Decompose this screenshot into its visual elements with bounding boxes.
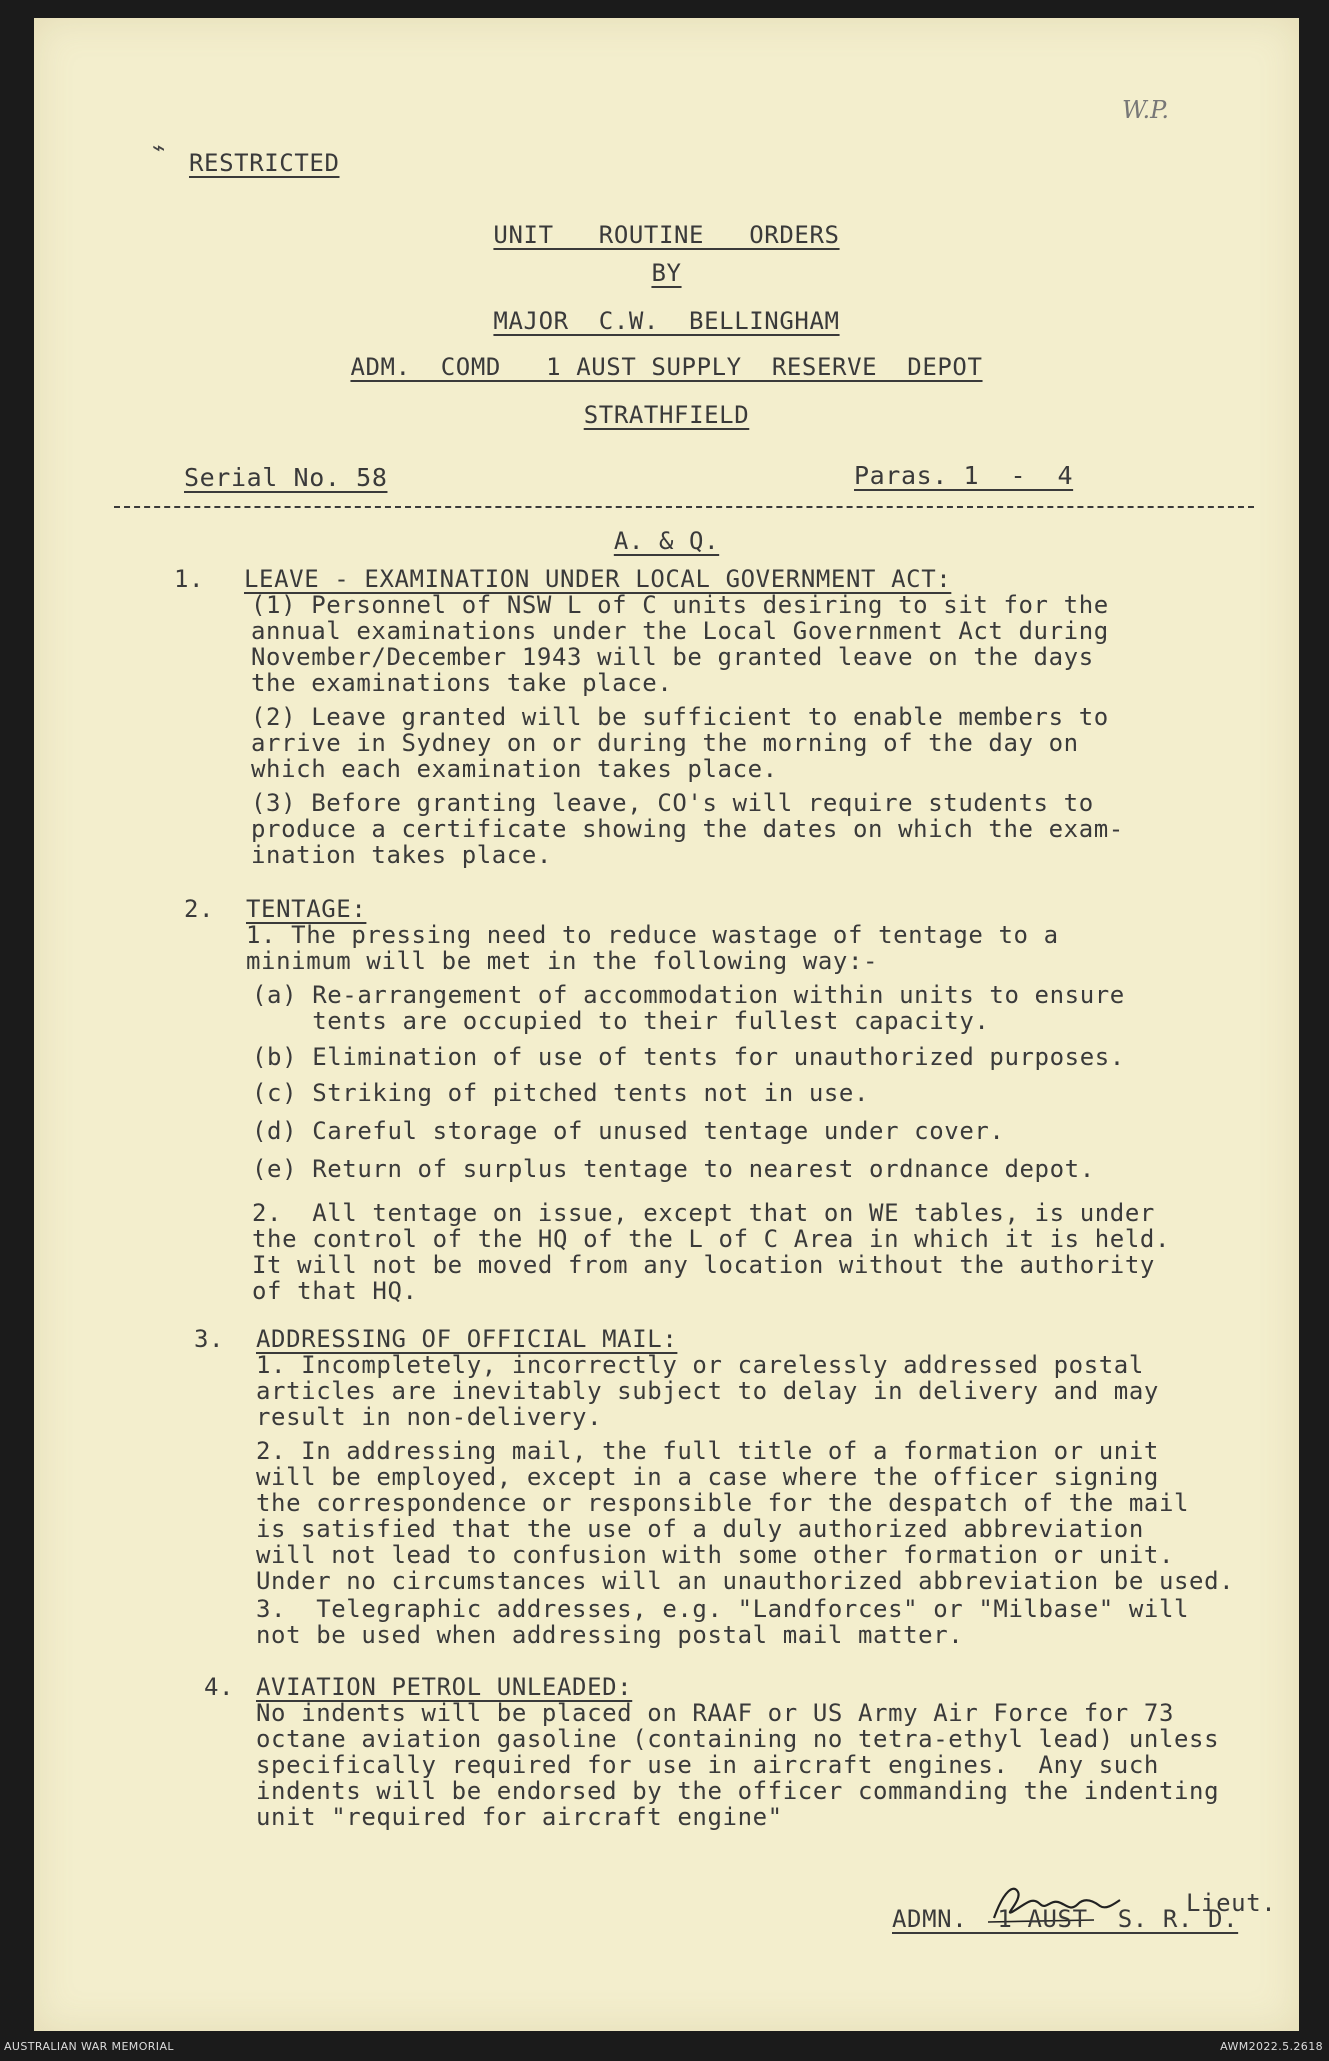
para-2-line: (a) Re-arrangement of accommodation within units to ensure — [252, 981, 1125, 1009]
para-2-line: minimum will be met in the following way:- — [246, 947, 879, 975]
para-3-line: 3. Telegraphic addresses, e.g. "Landforces" or "Milbase" will — [256, 1595, 1190, 1623]
para-1-line: November/December 1943 will be granted leave on the days — [251, 643, 1094, 671]
para-2-number: 2. — [184, 895, 215, 923]
para-1-line: arrive in Sydney on or during the morning of the day on — [251, 729, 1079, 757]
header-rule — [114, 506, 1254, 508]
para-3-line: will be employed, except in a case where the officer signing — [256, 1463, 1159, 1491]
title-line-2: BY — [651, 259, 682, 287]
para-2-line: (e) Return of surplus tentage to nearest ordnance depot. — [252, 1155, 1095, 1183]
para-1-number: 1. — [174, 565, 205, 593]
para-1-line: the examinations take place. — [251, 669, 673, 697]
para-3-line: the correspondence or responsible for the despatch of the mail — [256, 1489, 1190, 1517]
footer-accession-number: AWM2022.5.2618 — [1220, 2040, 1323, 2053]
paras-range: Paras. 1 - 4 — [854, 461, 1074, 490]
para-1-line: (1) Personnel of NSW L of C units desiring to sit for the — [251, 591, 1109, 619]
para-2-line: of that HQ. — [252, 1277, 418, 1305]
para-2-line: It will not be moved from any location without the authority — [252, 1251, 1155, 1279]
para-1-line: produce a certificate showing the dates on which the exam- — [251, 815, 1124, 843]
para-3-line: result in non-delivery. — [256, 1403, 603, 1431]
para-2-line: 1. The pressing need to reduce wastage of tentage to a — [246, 921, 1059, 949]
para-3-line: not be used when addressing postal mail matter. — [256, 1621, 964, 1649]
signature-rank: Lieut. — [1186, 1889, 1277, 1917]
para-4-number: 4. — [204, 1673, 235, 1701]
para-4-line: octane aviation gasoline (containing no tetra-ethyl lead) unless — [256, 1725, 1220, 1753]
para-3-line: is satisfied that the use of a duly authorized abbreviation — [256, 1515, 1144, 1543]
para-1-heading: LEAVE - EXAMINATION UNDER LOCAL GOVERNMENT ACT: — [244, 565, 952, 593]
para-1-line: which each examination takes place. — [251, 755, 778, 783]
title-line-3: MAJOR C.W. BELLINGHAM — [493, 307, 840, 335]
serial-number: Serial No. 58 — [184, 463, 388, 492]
para-2-line: (b) Elimination of use of tents for unauthorized purposes. — [252, 1043, 1125, 1071]
title-line-1: UNIT ROUTINE ORDERS — [493, 221, 840, 249]
punch-mark-icon: ⌁ — [152, 136, 166, 161]
para-4-line: unit "required for aircraft engine" — [256, 1803, 783, 1831]
para-3-line: 2. In addressing mail, the full title of a formation or unit — [256, 1437, 1159, 1465]
title-line-4: ADM. COMD 1 AUST SUPPLY RESERVE DEPOT — [350, 353, 983, 381]
para-3-line: 1. Incompletely, incorrectly or carelessly addressed postal — [256, 1351, 1144, 1379]
para-1-line: (2) Leave granted will be sufficient to enable members to — [251, 703, 1109, 731]
signature-block: ADMN. 1 AUST S. R. D. — [892, 1905, 1239, 1933]
para-2-heading: TENTAGE: — [246, 895, 367, 923]
para-4-line: specifically required for use in aircraft engines. Any such — [256, 1751, 1159, 1779]
para-4-line: No indents will be placed on RAAF or US Army Air Force for 73 — [256, 1699, 1175, 1727]
title-line-5: STRATHFIELD — [583, 401, 750, 429]
para-1-line: annual examinations under the Local Government Act during — [251, 617, 1109, 645]
para-4-line: indents will be endorsed by the officer commanding the indenting — [256, 1777, 1220, 1805]
para-1-line: ination takes place. — [251, 841, 552, 869]
document-page — [34, 18, 1299, 2031]
para-3-line: Under no circumstances will an unauthorized abbreviation be used. — [256, 1567, 1235, 1595]
classification-label: RESTRICTED — [189, 149, 340, 177]
para-3-line: will not lead to confusion with some other formation or unit. — [256, 1541, 1175, 1569]
para-2-line: (c) Striking of pitched tents not in use. — [252, 1079, 870, 1107]
footer-archive-name: AUSTRALIAN WAR MEMORIAL — [4, 2040, 174, 2053]
para-3-line: articles are inevitably subject to delay in delivery and may — [256, 1377, 1159, 1405]
para-2-line: (d) Careful storage of unused tentage under cover. — [252, 1117, 1005, 1145]
para-1-line: (3) Before granting leave, CO's will require students to — [251, 789, 1094, 817]
para-2-line: the control of the HQ of the L of C Area in which it is held. — [252, 1225, 1171, 1253]
para-2-line: tents are occupied to their fullest capacity. — [252, 1007, 990, 1035]
section-heading: A. & Q. — [613, 527, 720, 555]
handwritten-note: W.P. — [1122, 96, 1170, 124]
para-4-heading: AVIATION PETROL UNLEADED: — [256, 1673, 633, 1701]
para-3-heading: ADDRESSING OF OFFICIAL MAIL: — [256, 1325, 678, 1353]
para-2-line: 2. All tentage on issue, except that on WE tables, is under — [252, 1199, 1155, 1227]
para-3-number: 3. — [194, 1325, 225, 1353]
